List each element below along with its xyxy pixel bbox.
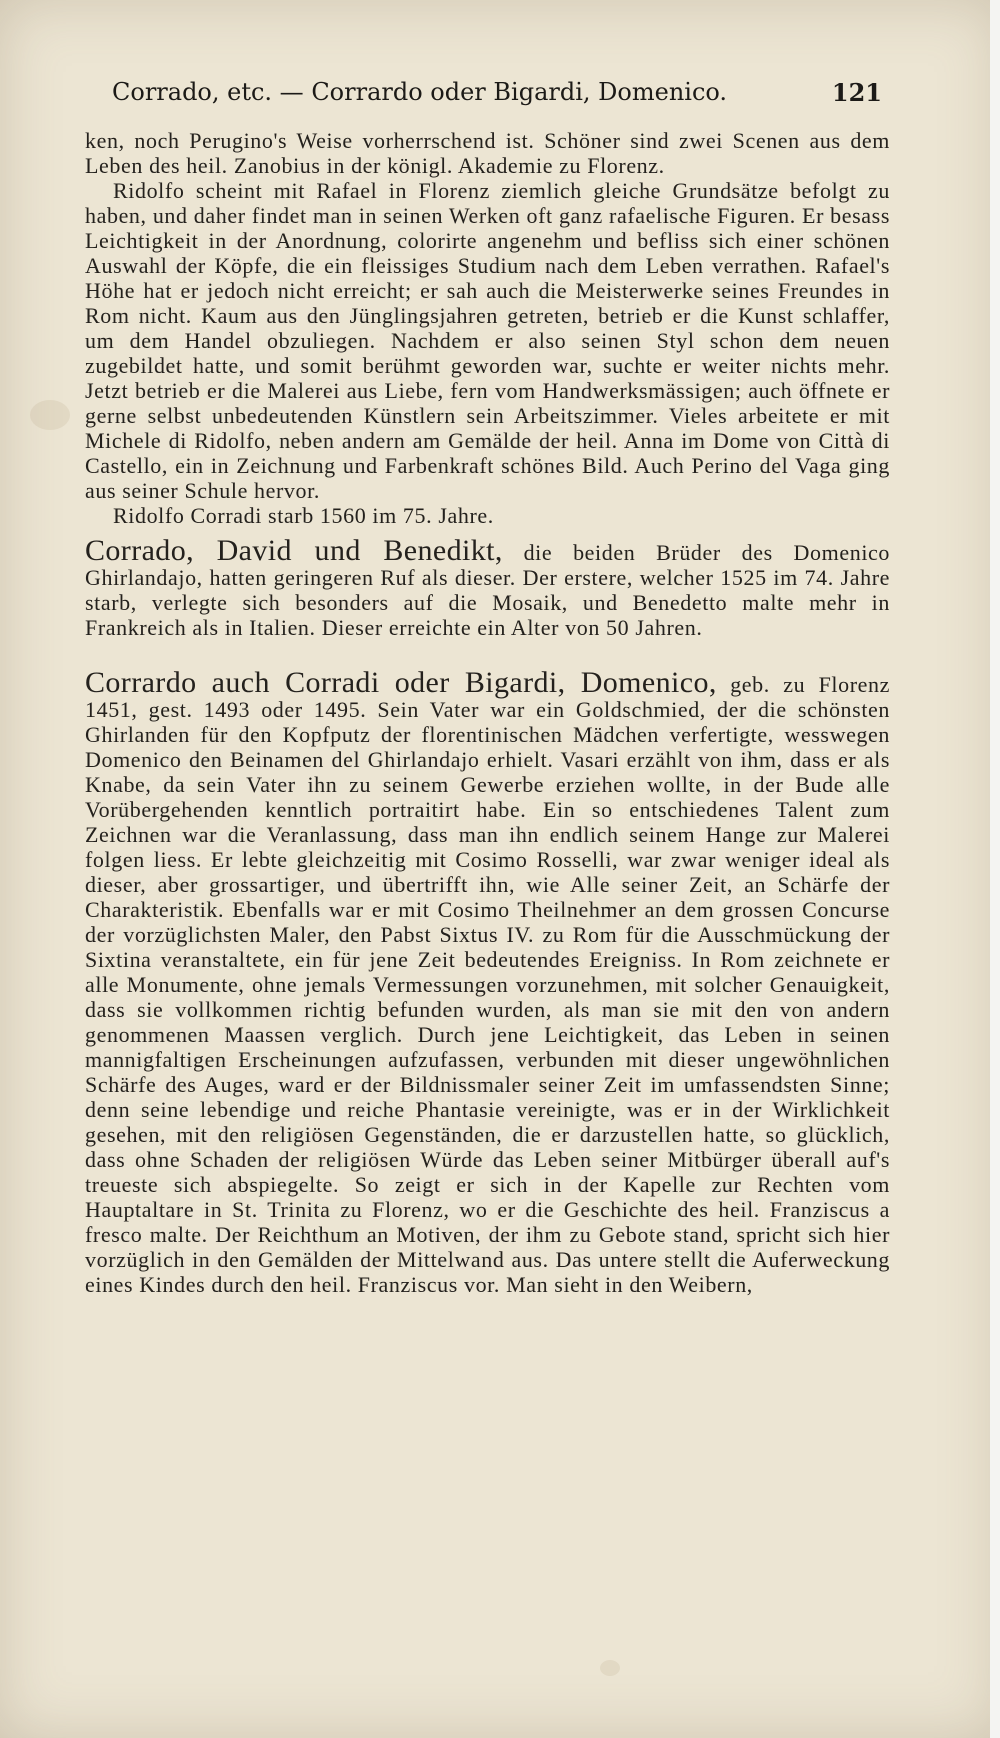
running-header <box>112 78 882 118</box>
entry-heading: Corrardo auch Corradi oder Bigardi, Domenico, <box>85 666 717 699</box>
page-body <box>85 128 890 1297</box>
page-edge <box>990 0 1000 1738</box>
entry-text: die beiden Brüder des Domenico Ghirlandajo, hatten geringeren Ruf als dieser. Der erstere, welcher 1525 im 74. Jahre starb, verlegte sich besonders auf die Mosaik, und Benedetto malte mehr in Frankreich als in Italien. Dieser erreichte ein Alter von 50 Jahren. <box>85 540 890 640</box>
entry-heading: Corrado, David und Benedikt, <box>85 534 503 567</box>
entry-corrardo-domenico <box>85 666 891 1297</box>
paragraph-ridolfo-style: Ridolfo scheint mit Rafael in Florenz ziemlich gleiche Grundsätze befolgt zu haben, und daher findet man in seinen Werken oft ganz rafaelische Figuren. Er besass Leichtigkeit in der Anordnung, colorirte angenehm und befliss sich einer schönen Auswahl der Köpfe, die ein fleissiges Studium nach dem Leben verrathen. Rafael's Höhe hat er jedoch nicht erreicht; er sah auch die Meisterwerke seines Freundes in Rom nicht. Kaum aus den Jünglingsjahren getreten, betrieb er die Kunst schlaffer, um dem Handel obzuliegen. Nachdem er also seinen Styl schon dem neuen zugebildet hatte, und somit berühmt geworden war, suchte er weiter nichts mehr. Jetzt betrieb er die Malerei aus Liebe, fern vom Handwerksmässigen; auch öffnete er gerne selbst unbedeutenden Künstlern sein Arbeitszimmer. Vieles arbeitete er mit Michele di Ridolfo, neben andern am Gemälde der heil. Anna im Dome von Città di Castello, ein in Zeichnung und Farbenkraft schönes Bild. Auch Perino del Vaga ging aus seiner Schule hervor. <box>85 178 890 503</box>
entry-corrado-david-benedikt <box>85 534 890 640</box>
paragraph-continuation: ken, noch Perugino's Weise vorherrschend ist. Schöner sind zwei Scenen aus dem Leben des heil. Zanobius in der königl. Akademie zu Florenz. <box>85 128 890 178</box>
entry-text: geb. zu Florenz 1451, gest. 1493 oder 1495. Sein Vater war ein Goldschmied, der die schönsten Ghirlanden für den Kopfputz der florentinischen Mädchen verfertigte, wesswegen Domenico den Beinamen del Ghirlandajo erhielt. Vasari erzählt von ihm, dass er als Knabe, da sein Vater ihn zu seinem Gewerbe erziehen wollte, in der Bude alle Vorübergehenden kenntlich portraitirt habe. Ein so entschiedenes Talent zum Zeichnen war die Veranlassung, dass man ihn endlich seinem Hange zur Malerei folgen liess. Er lebte gleichzeitig mit Cosimo Rosselli, war zwar weniger ideal als dieser, aber grossartiger, und übertrifft ihn, wie Alle seiner Zeit, an Schärfe der Charakteristik. Ebenfalls war er mit Cosimo Theilnehmer an dem grossen Concurse der vorzüglichsten Maler, den Pabst Sixtus IV. zu Rom für die Ausschmückung der Sixtina veranstaltete, ein für jene Zeit bedeutendes Ereigniss. In Rom zeichnete er alle Monumente, ohne jemals Vermessungen vorzunehmen, mit solcher Genauigkeit, dass sie vollkommen richtig befunden wurden, als man sie mit den von andern genommenen Maassen verglich. Durch jene Leichtigkeit, das Leben in seinen mannigfaltigen Erscheinungen aufzufassen, verbunden mit dieser ungewöhnlichen Schärfe des Auges, ward er der Bildnissmaler seiner Zeit im umfassendsten Sinne; denn seine lebendige und reiche Phantasie vereinigte, was er in der Wirklichkeit gesehen, mit den religiösen Gegenständen, die er darzustellen hatte, so glücklich, dass ohne Schaden der religiösen Würde das Leben seiner Mitbürger überall auf's treueste sich abspiegelte. So zeigt er sich in der Kapelle zur Rechten vom Hauptaltare in St. Trinita zu Florenz, wo er die Geschichte des heil. Franziscus a fresco malte. Der Reichthum an Motiven, der ihm zu Gebote stand, spricht sich hier vorzüglich in den Gemälden der Mittelwand aus. Das untere stellt die Auferweckung eines Kindes durch den heil. Franziscus vor. Man sieht in den Weibern, <box>85 672 891 1297</box>
paper-stain <box>600 1660 620 1676</box>
paper-stain <box>30 400 70 430</box>
paragraph-ridolfo-death: Ridolfo Corradi starb 1560 im 75. Jahre. <box>113 503 494 528</box>
page-number: 121 <box>831 78 882 107</box>
header-title: Corrado, etc. — Corrardo oder Bigardi, Domenico. <box>112 78 728 106</box>
